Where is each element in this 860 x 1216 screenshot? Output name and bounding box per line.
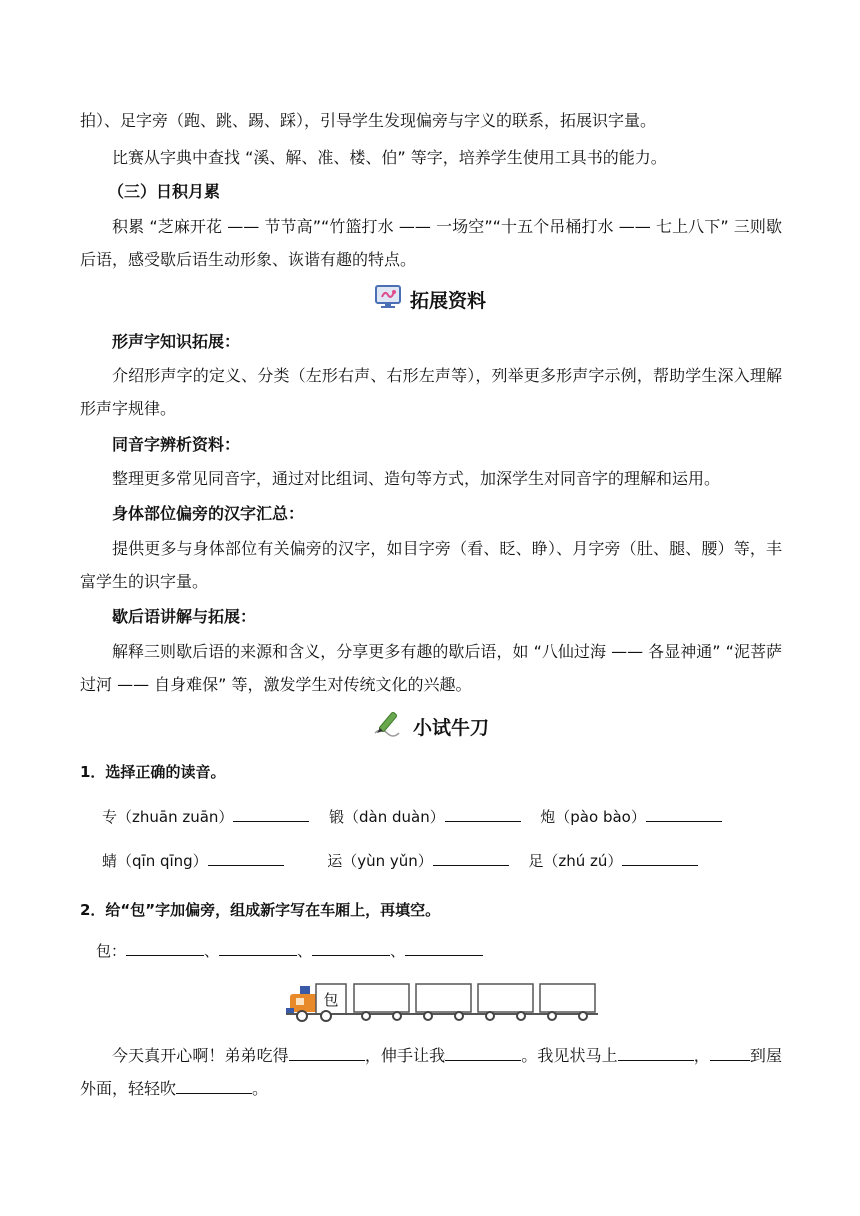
train-graphic	[286, 980, 598, 1022]
answer-blank[interactable]	[445, 1042, 521, 1061]
sentence-part-6: 。	[252, 1079, 269, 1098]
ext-title-xiehouyu: 歇后语讲解与拓展：	[112, 607, 257, 626]
train-cab-char: 包	[323, 991, 339, 1009]
answer-blank[interactable]	[289, 1042, 365, 1061]
answer-blank[interactable]	[208, 847, 284, 866]
question-2-title: 2．给“包”字加偏旁，组成新字写在车厢上，再填空。	[80, 901, 441, 919]
extension-heading	[0, 284, 860, 319]
sentence-part-3: 。我见状马上	[521, 1046, 618, 1065]
answer-blank[interactable]	[622, 847, 698, 866]
answer-blank[interactable]	[233, 803, 309, 822]
sentence-part-2: ，伸手让我	[364, 1046, 446, 1065]
train-car-3	[478, 984, 533, 1012]
sentence-part-5: 到屋外面，轻轻吹	[80, 1046, 782, 1098]
answer-blank[interactable]	[219, 937, 297, 956]
ext-title-tongyin: 同音字辨析资料：	[112, 435, 241, 454]
pinyin-row-1	[102, 802, 722, 832]
answer-blank[interactable]	[618, 1042, 694, 1061]
ext-title-xingsheng: 形声字知识拓展：	[112, 332, 241, 351]
pen-writing-icon	[371, 709, 405, 748]
separator: 、	[297, 942, 313, 960]
ext-title-body-radicals: 身体部位偏旁的汉字汇总：	[112, 504, 305, 523]
paragraph-xiehouyu: 积累 “芝麻开花 —— 节节高”“竹篮打水 —— 一场空”“十五个吊桶打水 —— 七上八下” 三则歇后语，感受歇后语生动形象、诙谐有趣的特点。	[80, 217, 782, 269]
separator: 、	[390, 942, 406, 960]
pinyin-row-2	[102, 846, 698, 876]
train-car-4	[540, 984, 595, 1012]
train-chimney	[300, 986, 310, 994]
answer-blank[interactable]	[126, 937, 204, 956]
ext-text-xingsheng: 介绍形声字的定义、分类（左形右声、右形左声等），列举更多形声字示例，帮助学生深入理解形声字规律。	[80, 366, 782, 418]
question-1-title: 1．选择正确的读音。	[80, 763, 226, 781]
answer-blank[interactable]	[312, 937, 390, 956]
bao-label: 包：	[96, 942, 127, 960]
bao-radical-row	[96, 936, 483, 966]
sentence-part-4: ，	[693, 1046, 710, 1065]
answer-blank[interactable]	[176, 1075, 252, 1094]
fill-in-paragraph	[80, 1039, 782, 1105]
answer-blank[interactable]	[646, 803, 722, 822]
practice-heading	[0, 709, 860, 748]
separator: 、	[204, 942, 220, 960]
practice-heading-text: 小试牛刀	[412, 717, 489, 739]
pinyin-item-duan: 锻（dàn duàn）	[329, 808, 445, 826]
ext-text-body-radicals: 提供更多与身体部位有关偏旁的汉字，如目字旁（看、眨、睁）、月字旁（肚、腿、腰）等，丰富学生的识字量。	[80, 539, 782, 591]
ext-text-xiehouyu: 解释三则歇后语的来源和含义，分享更多有趣的歇后语，如 “八仙过海 —— 各显神通” “泥菩萨过河 —— 自身难保” 等，激发学生对传统文化的兴趣。	[80, 642, 782, 694]
answer-blank[interactable]	[405, 937, 483, 956]
pinyin-item-yun: 运（yùn yǔn）	[327, 852, 433, 870]
extension-heading-text: 拓展资料	[409, 290, 486, 312]
train-car-2	[416, 984, 471, 1012]
pinyin-item-zu: 足（zhú zú）	[528, 852, 623, 870]
train-car-1	[354, 984, 409, 1012]
answer-blank[interactable]	[710, 1042, 750, 1061]
ext-text-tongyin: 整理更多常见同音字，通过对比组词、造句等方式，加深学生对同音字的理解和运用。	[112, 469, 721, 488]
answer-blank[interactable]	[445, 803, 521, 822]
sentence-part-1: 今天真开心啊！弟弟吃得	[112, 1046, 289, 1065]
paragraph-radicals: 拍）、足字旁（跑、跳、踢、踩），引导学生发现偏旁与字义的联系，拓展识字量。	[80, 111, 657, 130]
pinyin-item-qing: 蜻（qīn qīng）	[102, 852, 208, 870]
train-illustration	[286, 980, 598, 1026]
paragraph-dictionary: 比赛从字典中查找 “溪、解、准、楼、伯” 等字，培养学生使用工具书的能力。	[112, 148, 667, 167]
pinyin-item-pao: 炮（pào bào）	[540, 808, 646, 826]
pinyin-item-zhuan: 专（zhuān zuān）	[102, 808, 234, 826]
answer-blank[interactable]	[433, 847, 509, 866]
section-title-accumulation: （三）日积月累	[108, 182, 221, 201]
monitor-icon	[374, 284, 402, 319]
